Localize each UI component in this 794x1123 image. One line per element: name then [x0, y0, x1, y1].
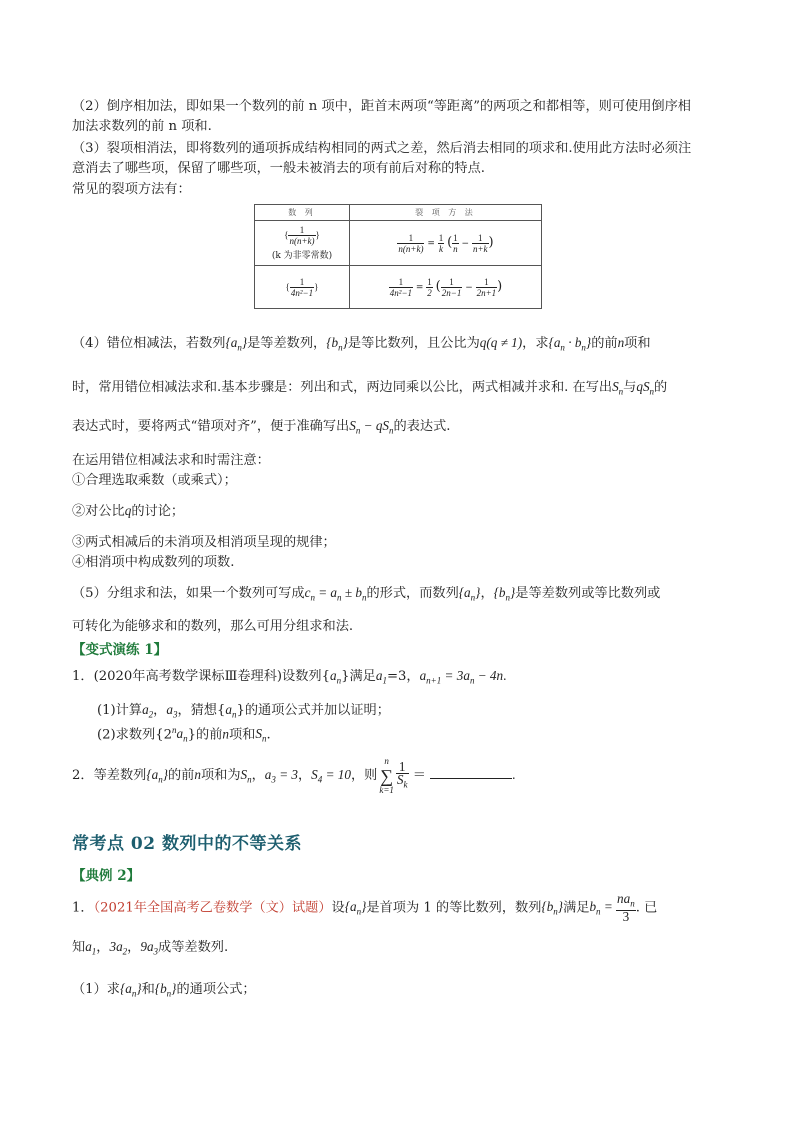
example-tag: 【典例 2】: [72, 868, 141, 884]
table-row2-method: $\frac{1}{\text{4n²−1}}$ = $\frac{1}{2}$ ( $\frac{1}{2n-1}$ − $\frac{1}{2n+1}$ ): [350, 266, 542, 309]
table-row2-sequence: { $\frac{1}{\text{4n²−1}}$ }: [255, 266, 350, 309]
para-2-line1: （2）倒序相加法，即如果一个数列的前 n 项中，距首末两项“等距离”的两项之和都相等，则可使用倒序相: [72, 99, 691, 114]
note-4: ④相消项中构成数列的项数.: [72, 555, 235, 570]
table-row1-sequence: { $\frac{1}{n(n+k)}$ } (k 为非零常数): [255, 221, 350, 266]
notes-heading: 在运用错位相减法求和时需注意：: [72, 453, 270, 468]
para-4-line1: （4）错位相减法，若数列$\{a_n\}$是等差数列，$\{b_n\}$是等比数列，且公比为q(q ≠ 1)，求$\{a_n \cdot b_n\}$的前n项和: [72, 335, 651, 353]
para-5-line1: （5）分组求和法，如果一个数列可写成$c_n = a_n \pm b_n$的形式，而数列$\{a_n\}$，$\{b_n\}$是等差数列或等比数列或: [72, 585, 661, 603]
variant-exercise-tag: 【变式演练 1】: [72, 642, 168, 658]
question-1-part2: (2)求数列$\{2^na_n\}$的前n项和$S_n$.: [97, 725, 271, 745]
table-header-sequence: 数 列: [255, 205, 350, 221]
para-3-line2: 意消去了哪些项，保留了哪些项，一般未被消去的项有前后对称的特点.: [72, 161, 486, 176]
para-5-line2: 可转化为能够求和的数列，那么可用分组求和法.: [72, 619, 354, 634]
note-3: ③两式相减后的未消项及相消项呈现的规律；: [72, 535, 336, 550]
para-4-line2: 时，常用错位相减法求和.基本步骤是：列出和式，两边同乘以公比，两式相减并求和. 在写出$S_n$与$qS_n$的: [72, 379, 668, 397]
question-2: 2．等差数列$\{a_n\}$的前n项和为$S_n$，$a_3 = 3$，$S_4 = 10$，则n ∑ k=1 $\frac{1}{S_k}$ ＝ .: [72, 755, 516, 795]
para-3-line3: 常见的裂项方法有：: [72, 182, 191, 197]
table-row1-note: (k 为非零常数): [271, 251, 333, 261]
answer-blank[interactable]: [430, 766, 512, 779]
table-header-method: 裂 项 方 法: [350, 205, 542, 221]
example-question-part1: （1）求$\{a_n\}$和$\{b_n\}$的通项公式；: [72, 981, 256, 999]
para-4-line3: 表达式时，要将两式“错项对齐”，便于准确写出$S_n - qS_n$的表达式.: [72, 418, 451, 436]
example-question-line1: 1．（2021年全国高考乙卷数学（文）试题）设$\{a_n\}$是首项为 1 的等比数列，数列$\{b_n\}$满足$b_n$ = $\frac{na_n}{3}$ . 已: [72, 891, 658, 924]
para-2-line2: 加法求数列的前 n 项和.: [72, 119, 212, 134]
question-1-part1: (1)计算$a_2$，$a_3$，猜想$\{a_n\}$的通项公式并加以证明；: [97, 702, 390, 720]
example-question-line2: 知$a_1$，$3a_2$，$9a_3$成等差数列.: [72, 939, 229, 957]
note-1: ①合理选取乘数（或乘式）；: [72, 473, 237, 488]
section-heading: 常考点 02 数列中的不等关系: [72, 834, 302, 854]
para-3-line1: （3）裂项相消法，即将数列的通项拆成结构相同的两式之差，然后消去相同的项求和.使用此方法时必须注: [72, 141, 692, 156]
split-term-table: [254, 204, 542, 309]
note-2: ②对公比q的讨论；: [72, 503, 185, 519]
question-1-stem: 1．(2020年高考数学课标Ⅲ卷理科)设数列$\{a_n\}$满足$a_1=3$，$a_{n+1} = 3a_n - 4n$.: [72, 668, 507, 686]
table-row1-method: $\frac{1}{n(n+k)}$ = $\frac{1}{k}$ ( $\frac{1}{n}$ − $\frac{1}{n+k}$ ): [350, 221, 542, 266]
